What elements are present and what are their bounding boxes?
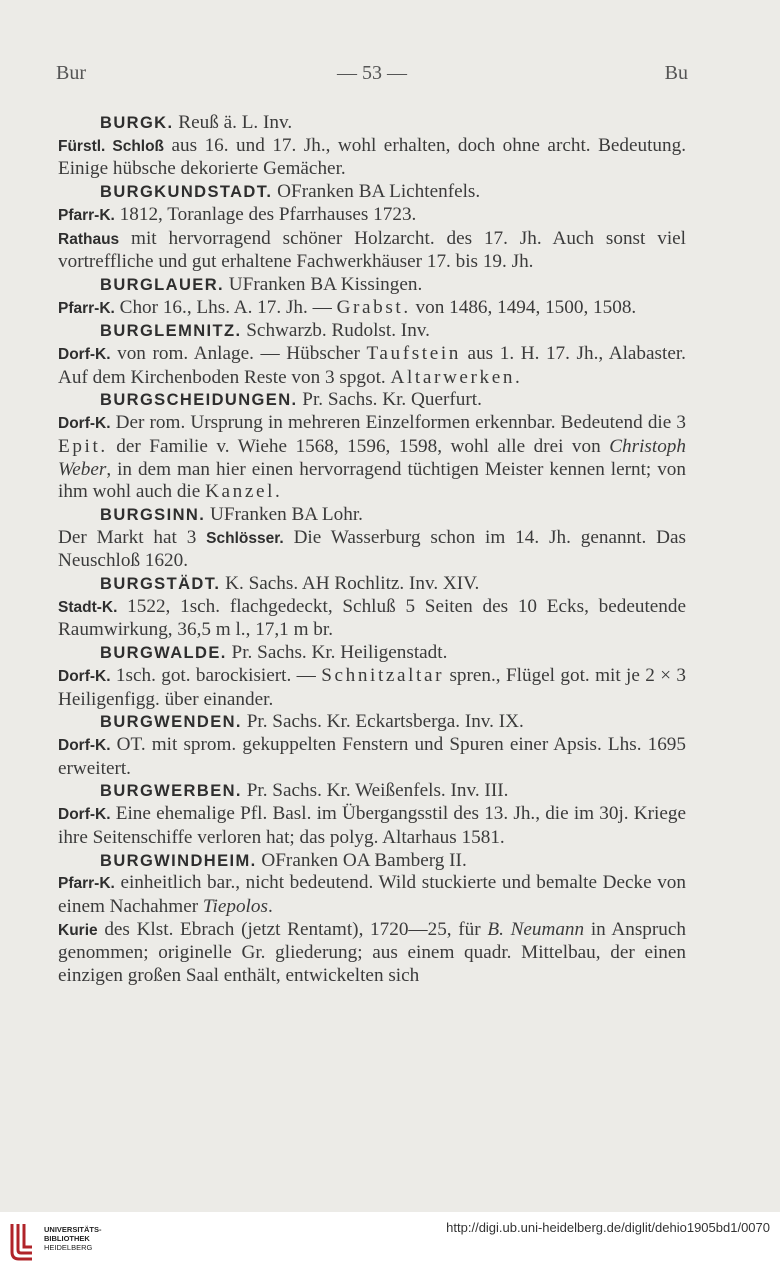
artist-name: B. Neumann — [487, 918, 585, 940]
entry-paragraph: Pfarr-K. Chor 16., Lhs. A. 17. Jh. — Grabst. von 1486, 1494, 1500, 1508. — [58, 296, 637, 318]
entry-label: Dorf-K. — [58, 736, 111, 754]
entry-paragraph: Dorf-K. Eine ehemalige Pfl. Basl. im Übergangsstil des 13. Jh., die im 30j. Kriege ihre Seitenschiffe verloren hat; das polyg. Altarhaus 1581. — [58, 803, 686, 848]
library-logo-icon — [8, 1222, 36, 1262]
entry-label: Pfarr-K. — [58, 875, 115, 893]
entry-heading: BURGSINN. UFranken BA Lohr. — [100, 503, 363, 525]
viewer-footer — [0, 1212, 780, 1269]
entry-label: Stadt-K. — [58, 598, 118, 616]
running-head — [56, 62, 688, 90]
permalink-url[interactable]: http://digi.ub.uni-heidelberg.de/diglit/dehio1905bd1/0070 — [446, 1220, 770, 1235]
entry-paragraph: Dorf-K. OT. mit sprom. gekuppelten Fenstern und Spuren einer Apsis. Lhs. 1695 erweitert. — [58, 733, 686, 779]
place-headword: BURGSTÄDT. — [100, 575, 221, 594]
running-head-right: Bu — [664, 62, 688, 84]
page-body — [58, 112, 686, 988]
entry-paragraph: Pfarr-K. einheitlich bar., nicht bedeutend. Wild stuckierte und bemalte Decke von einem Nachahmer Tiepolos. — [58, 872, 686, 917]
place-headword: BURGWENDEN. — [100, 713, 242, 732]
entry-label: Fürstl. Schloß — [58, 137, 165, 155]
entry-label: Rathaus — [58, 230, 120, 248]
entry-heading: BURGKUNDSTADT. OFranken BA Lichtenfels. — [100, 181, 481, 203]
entry-label: Dorf-K. — [58, 346, 111, 364]
entry-heading: BURGWALDE. Pr. Sachs. Kr. Heiligenstadt. — [100, 642, 448, 664]
place-headword: BURGSINN. — [100, 505, 206, 524]
page-number: — 53 — — [337, 62, 407, 84]
place-headword: BURGWINDHEIM. — [100, 851, 257, 870]
entry-heading: BURGK. Reuß ä. L. Inv. — [100, 112, 293, 133]
place-headword: BURGLAUER. — [100, 275, 224, 294]
entry-paragraph: Dorf-K. 1sch. got. barockisiert. — Schnitzaltar spren., Flügel got. mit je 2 × 3 Heiligenfigg. über einander. — [58, 664, 686, 710]
entry-paragraph: Fürstl. Schloß aus 16. und 17. Jh., wohl erhalten, doch ohne archt. Bedeutung. Einige hübsche dekorierte Gemächer. — [58, 134, 686, 180]
entry-heading: BURGSTÄDT. K. Sachs. AH Rochlitz. Inv. XIV. — [100, 573, 480, 595]
entry-heading: BURGWINDHEIM. OFranken OA Bamberg II. — [100, 849, 467, 871]
entry-label: Pfarr-K. — [58, 206, 115, 224]
running-head-left: Bur — [56, 62, 86, 84]
entry-paragraph: Stadt-K. 1522, 1sch. flachgedeckt, Schluß 5 Seiten des 10 Ecks, bedeutende Raumwirkung, 36,5 m l., 17,1 m br. — [58, 595, 686, 641]
entry-label: Dorf-K. — [58, 667, 111, 685]
place-headword: BURGWERBEN. — [100, 782, 242, 801]
place-headword: BURGLEMNITZ. — [100, 322, 242, 341]
entry-paragraph: Rathaus mit hervorragend schöner Holzarcht. des 17. Jh. Auch sonst viel vortreffliche und gut erhaltene Fachwerkhäuser 17. bis 19. Jh. — [58, 227, 686, 273]
entry-paragraph: Kurie des Klst. Ebrach (jetzt Rentamt), 1720—25, für B. Neumann in Anspruch genommen; originelle Gr. gliederung; aus einem quadr. Mittelbau, der einen einzigen großen Saal enthält, entwickelten sich — [58, 918, 686, 987]
entry-heading: BURGWERBEN. Pr. Sachs. Kr. Weißenfels. Inv. III. — [100, 780, 509, 802]
entry-paragraph: Der Markt hat 3 Schlösser. Die Wasserburg schon im 14. Jh. genannt. Das Neuschloß 1620. — [58, 526, 686, 572]
entry-label: Dorf-K. — [58, 415, 111, 433]
artist-name: Christoph Weber — [58, 435, 686, 480]
entry-label: Schlösser. — [206, 529, 284, 547]
entry-heading: BURGLAUER. UFranken BA Kissingen. — [100, 273, 423, 295]
entry-heading: BURGSCHEIDUNGEN. Pr. Sachs. Kr. Querfurt. — [100, 389, 482, 411]
artist-name: Tiepolos — [202, 895, 268, 917]
entry-label: Dorf-K. — [58, 806, 111, 824]
library-name: UNIVERSITÄTS- BIBLIOTHEK HEIDELBERG — [44, 1225, 102, 1252]
entry-paragraph: Dorf-K. Der rom. Ursprung in mehreren Einzelformen erkennbar. Bedeutend die 3 Epit. der Familie v. Wiehe 1568, 1596, 1598, wohl alle drei von Christoph Weber, in dem man hier einen hervorragend tüchtigen Meister kennen lernt; von ihm wohl auch die Kanzel. — [58, 412, 686, 503]
place-headword: BURGK. — [100, 114, 174, 132]
entry-label: Kurie — [58, 921, 98, 939]
entry-paragraph: Pfarr-K. 1812, Toranlage des Pfarrhauses 1723. — [58, 203, 417, 225]
place-headword: BURGSCHEIDUNGEN. — [100, 391, 298, 410]
entry-heading: BURGLEMNITZ. Schwarzb. Rudolst. Inv. — [100, 320, 430, 342]
entry-paragraph: Dorf-K. von rom. Anlage. — Hübscher Taufstein aus 1. H. 17. Jh., Alabaster. Auf dem Kirchenboden Reste von 3 spgot. Altarwerken. — [58, 343, 686, 388]
entry-heading: BURGWENDEN. Pr. Sachs. Kr. Eckartsberga. Inv. IX. — [100, 711, 524, 733]
place-headword: BURGKUNDSTADT. — [100, 183, 273, 202]
entry-label: Pfarr-K. — [58, 299, 115, 317]
place-headword: BURGWALDE. — [100, 644, 227, 663]
